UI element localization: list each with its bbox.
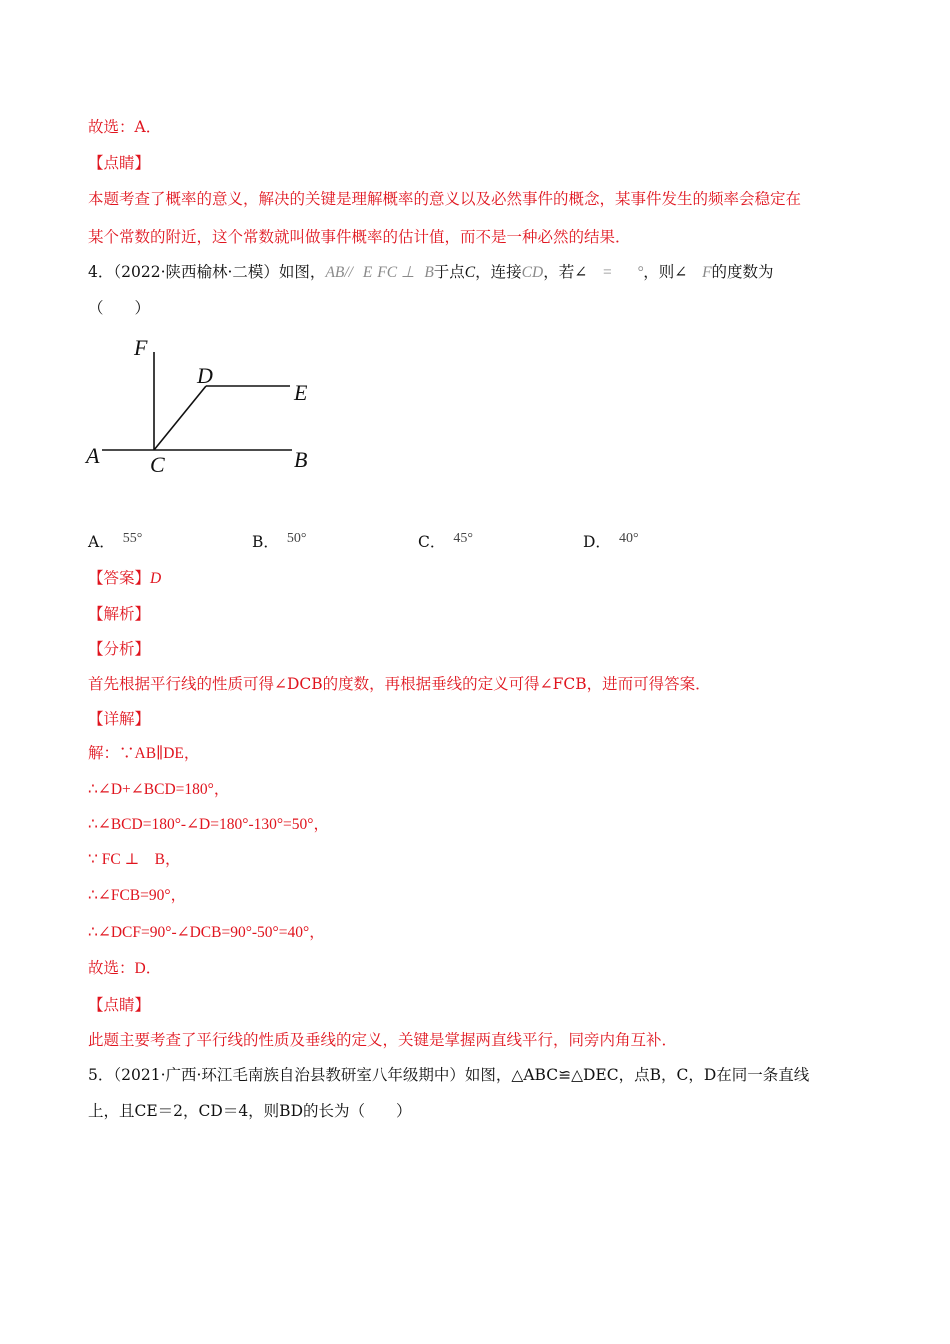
q4-step-6: ∴∠DCF=90°-∠DCB=90°-50°=40°， [88, 924, 325, 941]
label-a: A [86, 443, 100, 468]
prev-choice-line: 故选：A． [88, 118, 162, 136]
q4-cond-ab: AB// [325, 264, 353, 281]
q4-analysis-tag: 【解析】 [88, 605, 151, 623]
q4-fenxi-text: 首先根据平行线的性质可得∠DCB的度数，再根据垂线的定义可得∠FCB，进而可得答案． [88, 675, 711, 693]
q4-comment: 此题主要考查了平行线的性质及垂线的定义，关键是掌握两直线平行，同旁内角互补． [88, 1031, 678, 1049]
q4-option-d: D． 40° [583, 531, 639, 551]
q4-option-a: A． 55° [88, 531, 143, 551]
q4-step-5: ∴∠FCB=90°， [88, 887, 187, 904]
label-c: C [150, 452, 165, 477]
q4-option-c: C． 45° [418, 531, 473, 551]
q4-answer-line [88, 567, 161, 590]
q5-text-1: （2021·广西·环江毛南族自治县教研室八年级期中）如图，△ABC≌△DEC，点B，C，D在同一条直线 [113, 1066, 810, 1084]
q4-option-b: B． 50° [252, 531, 307, 551]
q4-source: （2022·陕西榆林·二模）如图， [113, 263, 326, 281]
q5-line-2: 上，且CE＝2，CD＝4，则BD的长为（ ） [88, 1102, 412, 1120]
q4-stem [88, 261, 774, 284]
q4-answer: D [150, 570, 162, 587]
q4-deg: ° [637, 264, 644, 281]
label-d: D [197, 363, 213, 388]
label-b: B [294, 447, 308, 472]
q4-number: 4． [88, 263, 114, 281]
q4-cond-de: E [362, 264, 373, 281]
q4-text-if: ，若∠ [543, 263, 588, 281]
q4-step-4: ∵ FC ⊥ B， [88, 851, 181, 868]
q5-line-1 [88, 1064, 809, 1086]
q4-text-then: ，则∠ [643, 263, 688, 281]
q4-step-3: ∴∠BCD=180°-∠D=180°-130°=50°， [88, 816, 329, 833]
q4-comment-tag: 【点睛】 [88, 996, 151, 1014]
q4-cond-fc: FC ⊥ [377, 264, 415, 281]
q4-eq: = [601, 264, 613, 281]
prev-comment-tag: 【点睛】 [88, 154, 151, 172]
q4-answer-tag: 【答案】 [88, 569, 151, 587]
q4-paren: （ ） [88, 299, 151, 317]
q4-text-connect: ，连接 [475, 263, 522, 281]
q4-fenxi-tag: 【分析】 [88, 640, 151, 658]
q4-angle-f: F [702, 264, 712, 281]
prev-comment-line-1: 本题考查了概率的意义，解决的关键是理解概率的意义以及必然事件的概念，某事件发生的频率会稳定在 [88, 190, 802, 208]
q4-step-2: ∴∠D+∠BCD=180°， [88, 781, 230, 798]
label-e: E [294, 380, 308, 405]
line-cd [154, 386, 206, 450]
q4-text-at-c: 于点 [433, 263, 465, 281]
q4-step-7: 故选：D． [88, 960, 162, 977]
prev-comment-line-2: 某个常数的附近，这个常数就叫做事件概率的估计值，而不是一种必然的结果． [88, 228, 631, 246]
q4-figure [80, 330, 330, 480]
q4-point-c: C [464, 264, 476, 281]
label-f: F [134, 335, 148, 360]
q4-cond-b: B [424, 264, 434, 281]
q4-cd: CD [521, 264, 544, 281]
q4-text-degree: 的度数为 [711, 263, 774, 281]
q4-step-1: 解：∵AB∥DE， [88, 745, 200, 762]
q5-number: 5． [88, 1066, 114, 1084]
q4-detail-tag: 【详解】 [88, 710, 151, 728]
